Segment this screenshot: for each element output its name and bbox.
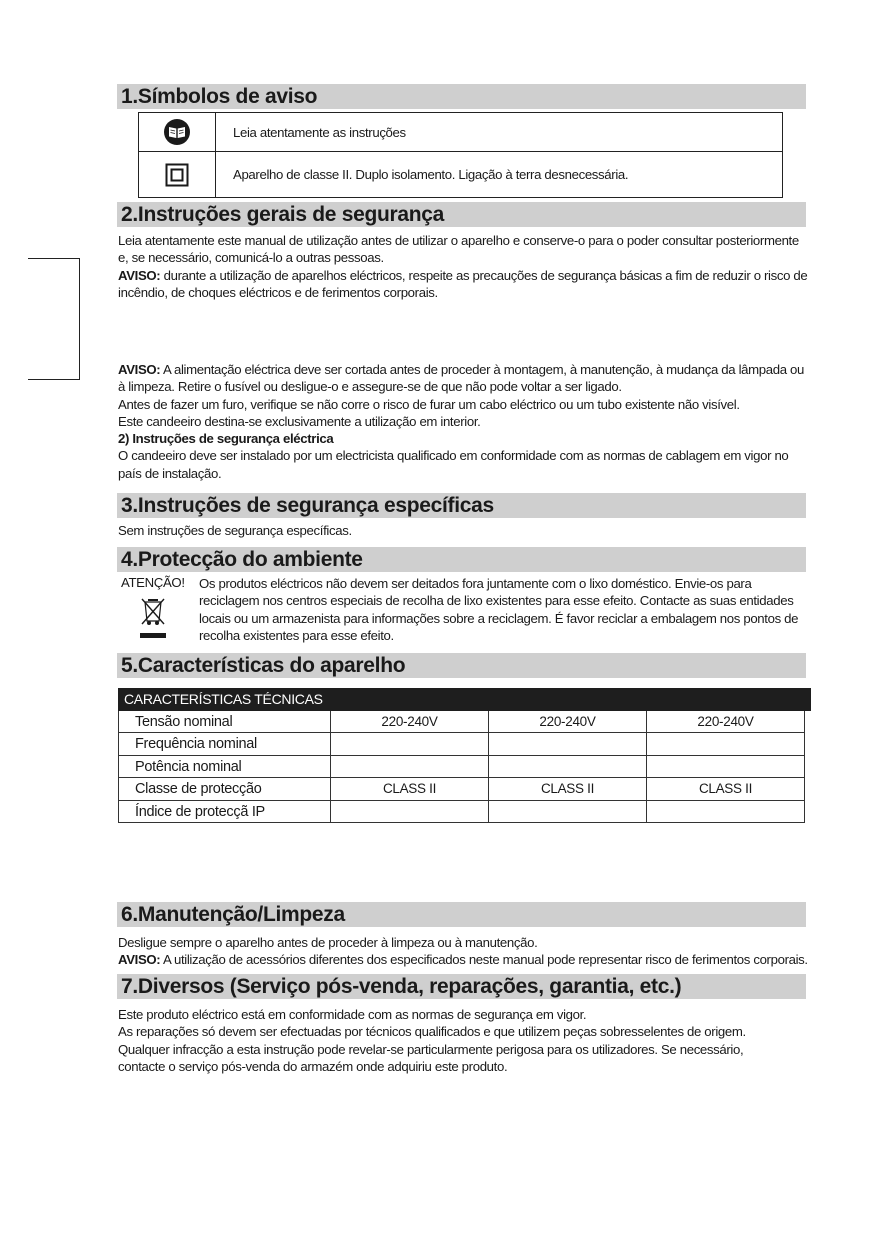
symbol-description: Aparelho de classe II. Duplo isolamento. Ligação à terra desnecessária. [233,167,629,182]
table-row [118,778,805,800]
section-heading-specific-safety: 3.Instruções de segurança específicas [117,493,806,518]
specs-table-header: CARACTERÍSTICAS TÉCNICAS [118,688,811,711]
attention-label: ATENÇÃO! [121,575,185,590]
warning-label: AVISO: [118,267,161,283]
spec-value [331,756,489,777]
paragraph: As reparações só devem ser efectuadas por técnicos qualificados e que utilizem peças sobresselentes de origem. [118,1024,746,1040]
paragraph: Este produto eléctrico está em conformidade com as normas de segurança em vigor. [118,1007,587,1022]
spec-value: 220-240V [331,711,489,732]
spec-label: Índice de protecçã IP [119,801,331,822]
table-row [118,801,805,823]
spec-label: Frequência nominal [119,733,331,754]
section-heading-general-safety: 2.Instruções gerais de segurança [117,202,806,227]
spec-value [331,733,489,754]
page-edge-tab [28,258,80,380]
spec-value: 220-240V [697,714,754,729]
section-heading-environment: 4.Protecção do ambiente [117,547,806,572]
spec-label: Tensão nominal [119,711,331,732]
symbol-row [139,151,782,197]
class-ii-icon [139,152,216,197]
spec-value [489,733,647,754]
warning-text: A utilização de acessórios diferentes dos especificados neste manual pode representar risco de ferimentos corporais. [160,952,808,968]
warning-paragraph [118,951,818,968]
book-icon [139,113,216,151]
subheading-electrical-safety: 2) Instruções de segurança eléctrica [118,431,334,447]
spec-value [331,801,489,822]
specs-table [118,711,805,823]
misc-text [118,1006,768,1075]
table-row [118,733,805,755]
section-heading-symbols: 1.Símbolos de aviso [117,84,806,109]
paragraph: Antes de fazer um furo, verifique se não corre o risco de furar um cabo eléctrico ou um tubo existente não visível. [118,396,740,412]
paragraph: Desligue sempre o aparelho antes de proceder à limpeza ou à manutenção. [118,935,538,950]
table-row [118,711,805,733]
spec-value [647,733,804,754]
section-heading-characteristics: 5.Características do aparelho [117,653,806,678]
warning-paragraph [118,361,808,396]
symbols-table [138,112,783,198]
warning-paragraph [118,267,808,302]
warning-label: AVISO: [118,952,161,968]
symbol-description: Leia atentamente as instruções [233,124,406,140]
specific-safety-text: Sem instruções de segurança específicas. [118,523,352,538]
maintenance-text [118,934,818,969]
table-row [118,756,805,778]
warning-text: durante a utilização de aparelhos eléctricos, respeite as precauções de segurança básicas a fim de reduzir o risco de incêndio, de choques eléctricos e de ferimentos corporais. [118,267,808,300]
spec-value [647,756,804,777]
crossed-bin-icon [140,597,166,643]
warning-label: AVISO: [118,362,161,377]
paragraph: Qualquer infracção a esta instrução pode revelar-se particularmente perigosa para os utilizadores. Se necessário, contacte o serviço pós-venda do armazém onde adquiriu este produto. [118,1041,744,1074]
symbol-row [139,113,782,151]
spec-value: 220-240V [489,711,647,732]
environment-text: Os produtos eléctricos não devem ser deitados fora juntamente com o lixo doméstico. Envie-os para reciclagem nos centros especiais de recolha de lixo existentes para esse efeito. Contacte as suas entidades locais ou um armazenista para informações sobre a reciclagem. É favor reciclar a embalagem nos pontos de recolha existentes para esse efeito. [199,576,799,643]
spec-value: CLASS II [698,781,753,797]
section-heading-maintenance: 6.Manutenção/Limpeza [117,902,806,927]
spec-value: CLASS II [331,778,489,799]
section-heading-misc: 7.Diversos (Serviço pós-venda, reparações, garantia, etc.) [117,974,806,999]
general-safety-intro [118,232,808,301]
spec-label: Classe de protecção [119,778,331,799]
spec-value: CLASS II [489,778,647,799]
spec-value [489,801,647,822]
paragraph: Este candeeiro destina-se exclusivamente a utilização em interior. [118,413,481,429]
general-safety-details [118,361,808,482]
spec-label: Potência nominal [119,756,331,777]
spec-value [489,756,647,777]
warning-text: A alimentação eléctrica deve ser cortada antes de proceder à montagem, à manutenção, à mudança da lâmpada ou à limpeza. Retire o fusível ou desligue-o e assegure-se de que não pode voltar a ser ligado. [118,362,804,395]
paragraph: Leia atentamente este manual de utilização antes de utilizar o aparelho e conserve-o para o poder consultar posteriormente e, se necessário, comunicá-lo a outras pessoas. [118,233,799,266]
paragraph: O candeeiro deve ser instalado por um electricista qualificado em conformidade com as normas de cablagem em vigor no país de instalação. [118,448,789,481]
spec-value [647,801,804,822]
